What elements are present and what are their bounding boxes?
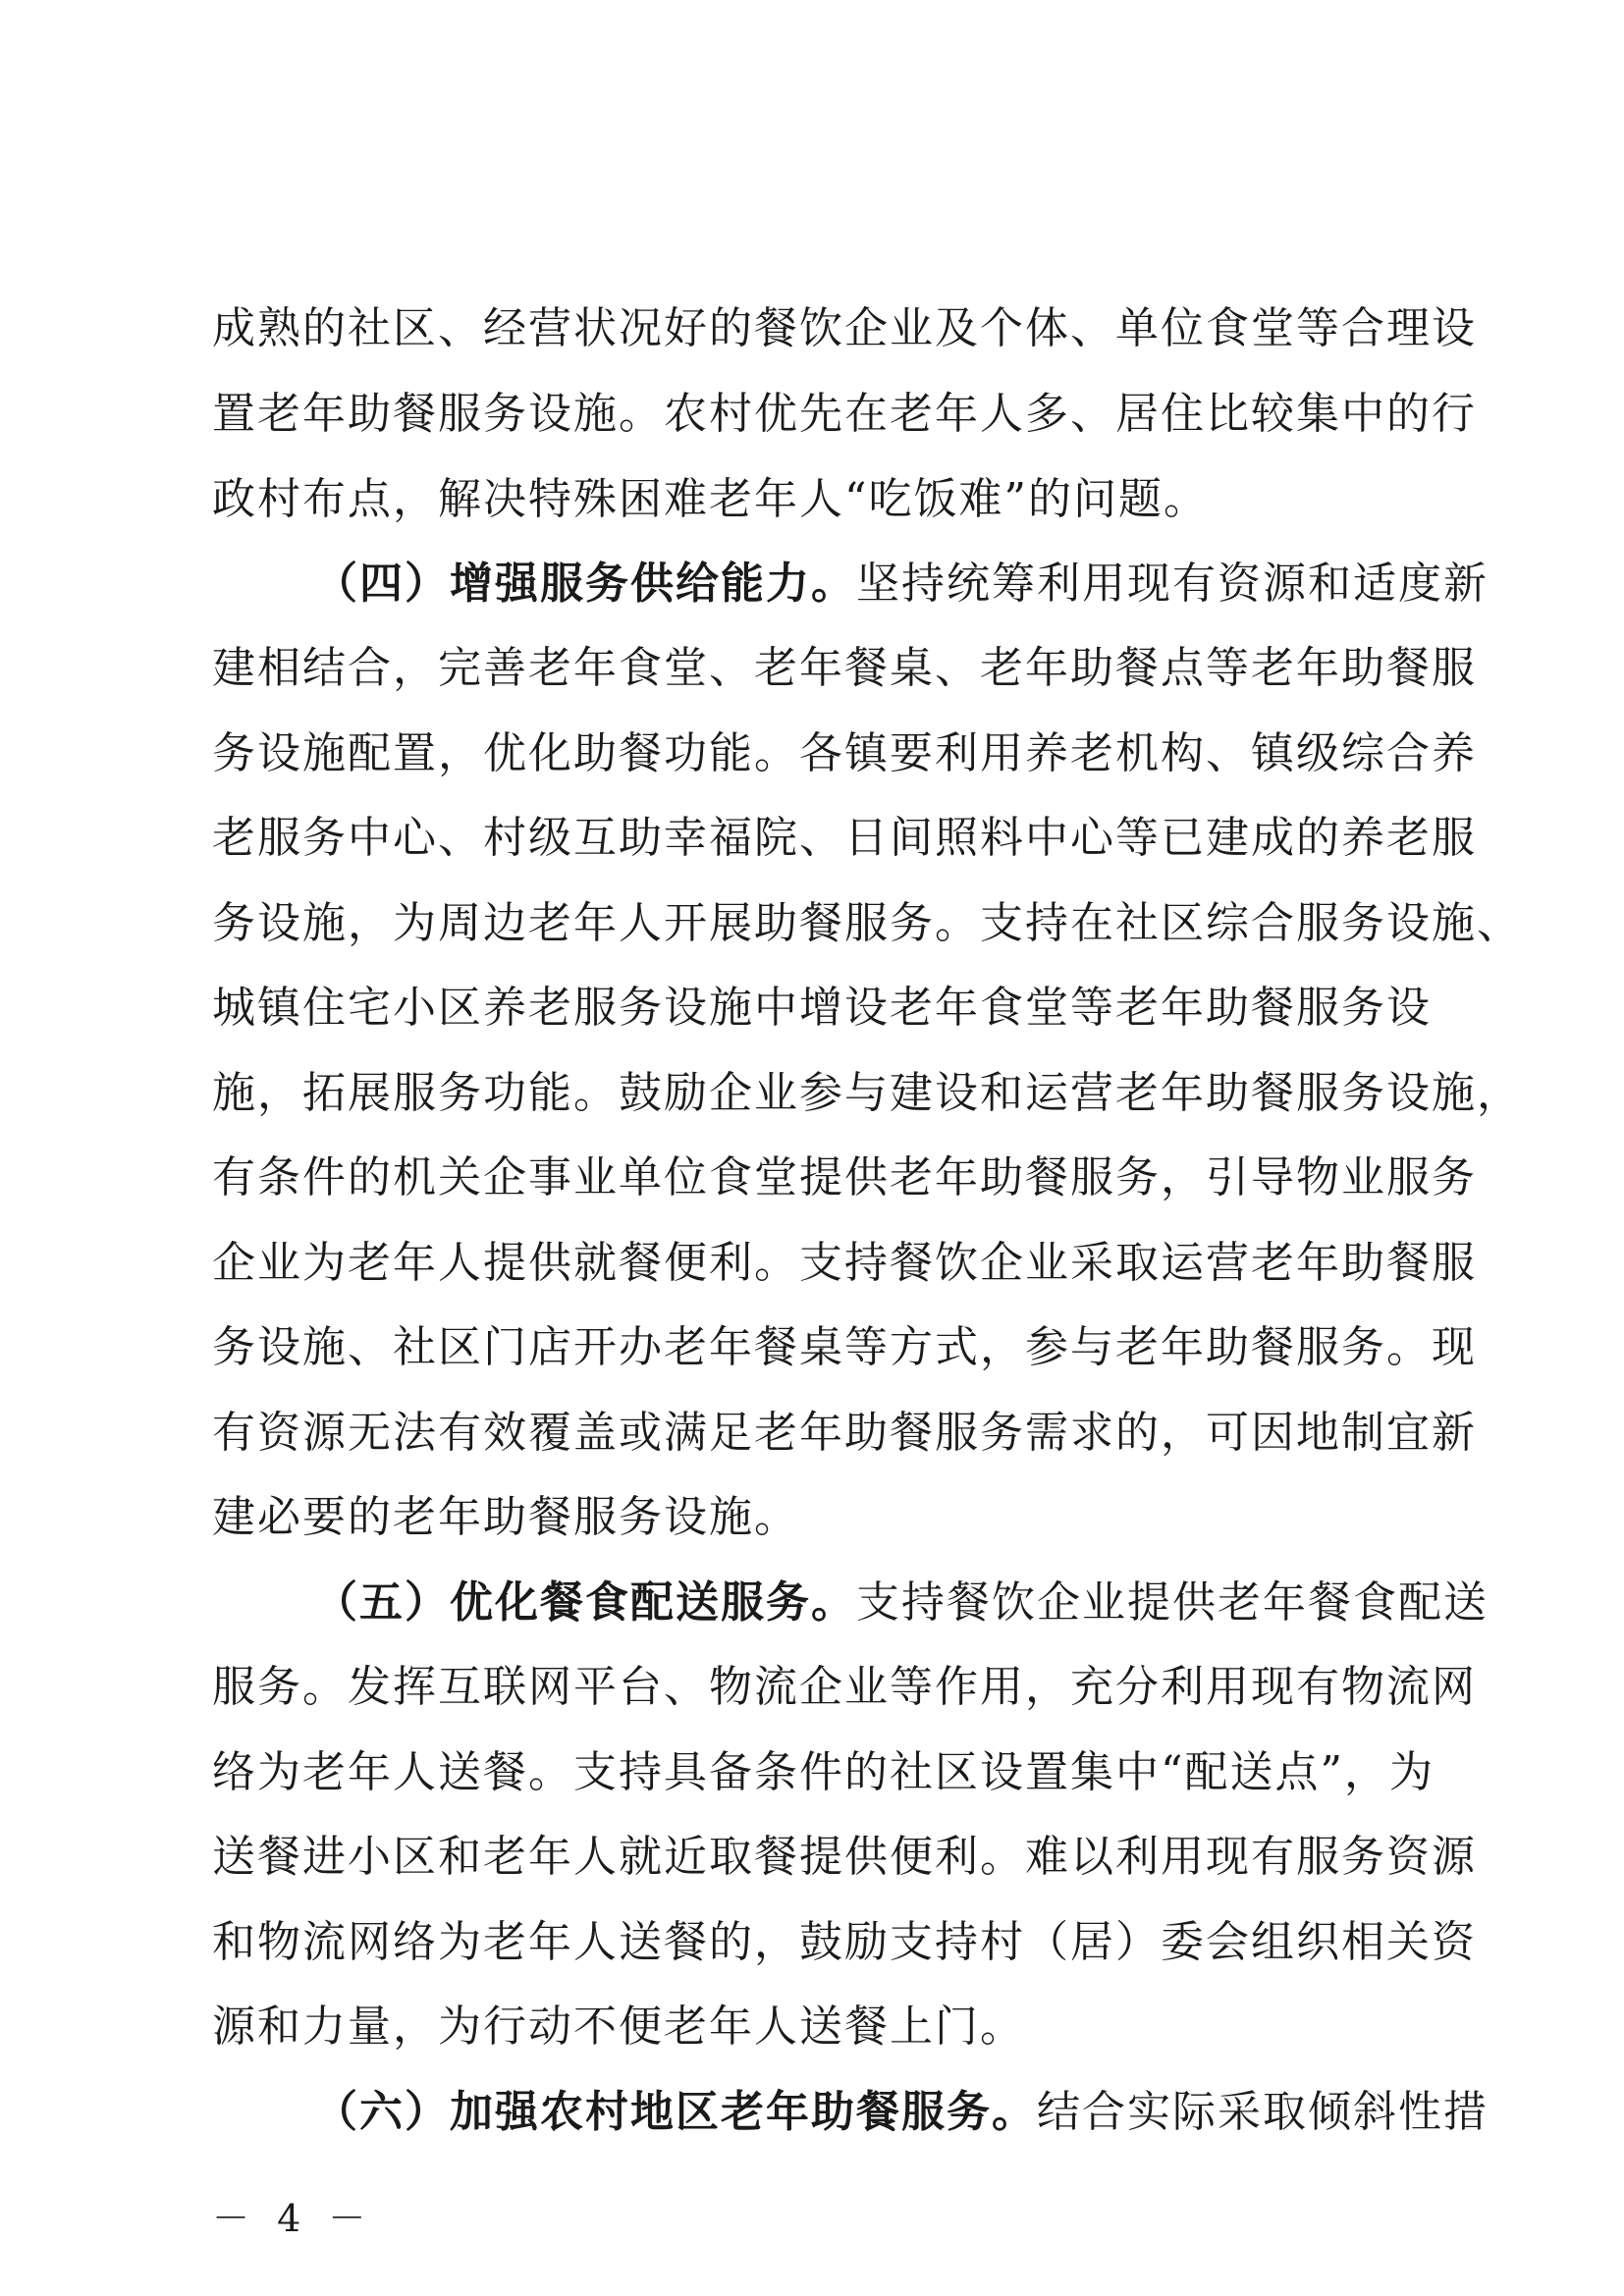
text-line-5: 建相结合，完善老年食堂、老年餐桌、老年助餐点等老年助餐服 [212,643,1477,693]
text-line-21: 源和力量，为行动不便老年人送餐上门。 [212,2002,1025,2052]
text-line-11: 有条件的机关企事业单位食堂提供老年助餐服务，引导物业服务 [212,1152,1477,1202]
text-line-15: 建必要的老年助餐服务设施。 [212,1492,799,1542]
text-line-9: 城镇住宅小区养老服务设施中增设老年食堂等老年助餐服务设 [212,983,1432,1033]
text-line-14: 有资源无法有效覆盖或满足老年助餐服务需求的，可因地制宜新 [212,1408,1477,1458]
text-line-3: 政村布点，解决特殊困难老年人“吃饭难”的问题。 [212,474,1209,524]
text-line-8: 务设施，为周边老年人开展助餐服务。支持在社区综合服务设施、 [212,898,1522,948]
paragraph-5-text: 支持餐饮企业提供老年餐食配送 [856,1577,1489,1628]
text-line-2: 置老年助餐服务设施。农村优先在老年人多、居住比较集中的行 [212,389,1477,439]
text-line-1: 成熟的社区、经营状况好的餐饮企业及个体、单位食堂等合理设 [212,303,1477,353]
text-line-7: 老服务中心、村级互助幸福院、日间照料中心等已建成的养老服 [212,813,1477,863]
text-line-12: 企业为老年人提供就餐便利。支持餐饮企业采取运营老年助餐服 [212,1238,1477,1288]
paragraph-6-heading: （六）加强农村地区老年助餐服务。 [314,2087,1037,2137]
page-number: － 4 － [212,2197,374,2240]
paragraph-5-first-line [314,1568,1489,1638]
text-line-10: 施，拓展服务功能。鼓励企业参与建设和运营老年助餐服务设施， [212,1068,1522,1118]
paragraph-4-heading: （四）增强服务供给能力。 [314,559,856,609]
paragraph-6-text: 结合实际采取倾斜性措 [1037,2087,1489,2137]
text-line-19: 送餐进小区和老年人就近取餐提供便利。难以利用现有服务资源 [212,1832,1477,1882]
paragraph-4-first-line [314,549,1489,619]
text-line-6: 务设施配置，优化助餐功能。各镇要利用养老机构、镇级综合养 [212,728,1477,778]
paragraph-6-first-line [314,2077,1489,2148]
text-line-20: 和物流网络为老年人送餐的，鼓励支持村（居）委会组织相关资 [212,1917,1477,1967]
paragraph-4-text: 坚持统筹利用现有资源和适度新 [856,559,1489,609]
text-line-13: 务设施、社区门店开办老年餐桌等方式，参与老年助餐服务。现 [212,1322,1477,1372]
text-line-18: 络为老年人送餐。支持具备条件的社区设置集中“配送点”，为 [212,1747,1435,1797]
paragraph-5-heading: （五）优化餐食配送服务。 [314,1577,856,1628]
text-line-17: 服务。发挥互联网平台、物流企业等作用，充分利用现有物流网 [212,1662,1477,1712]
